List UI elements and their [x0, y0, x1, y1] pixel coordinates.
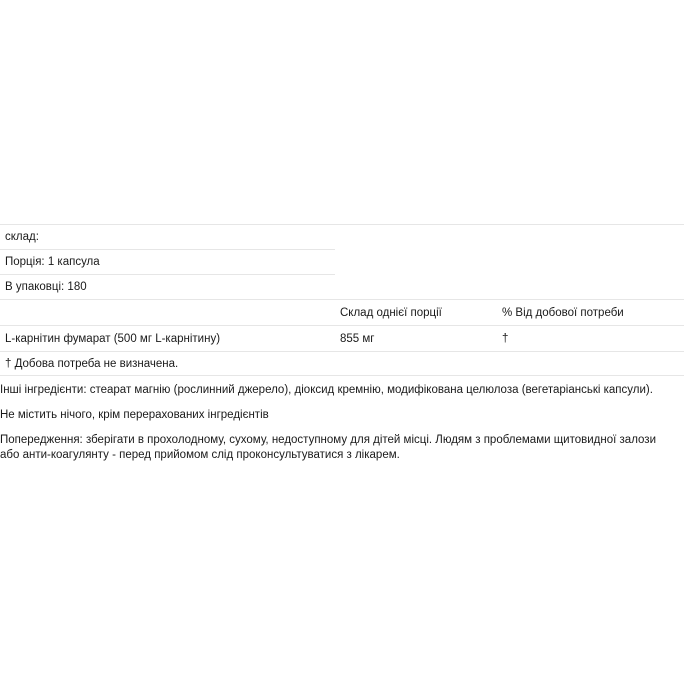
- per-package-row: [0, 274, 335, 299]
- supplement-facts-table: [0, 224, 684, 376]
- product-notes: [0, 383, 684, 463]
- ingredient-daily-value: †: [502, 332, 509, 345]
- other-ingredients-text: Інші інгредієнти: стеарат магнію (рослинний джерело), діоксид кремнію, модифікована целюлоза (вегетаріанські капсули).: [0, 384, 653, 396]
- column-header-daily-value: % Від добової потреби: [502, 306, 624, 319]
- serving-size: Порція: 1 капсула: [5, 256, 100, 268]
- ingredient-amount: 855 мг: [340, 332, 375, 345]
- ingredient-row: [0, 325, 684, 351]
- column-header-name: [0, 300, 335, 325]
- daily-value-footnote: † Добова потреба не визначена.: [5, 357, 179, 370]
- warning-block: [0, 433, 684, 463]
- serving-row: [0, 249, 335, 274]
- facts-header-row: [0, 224, 684, 249]
- facts-header: склад:: [5, 231, 39, 243]
- footnote-row: [0, 351, 684, 376]
- column-header-amount: Склад однієї порції: [340, 306, 442, 319]
- free-from-text: Не містить нічого, крім перерахованих інгредієнтів: [0, 409, 269, 421]
- warning-text-line-1: Попередження: зберігати в прохолодному, сухому, недоступному для дітей місці. Людям з проблемами щитовидної залози: [0, 434, 656, 446]
- column-header-row: [0, 299, 684, 325]
- servings-per-package: В упаковці: 180: [5, 281, 87, 293]
- ingredient-name: L-карнітин фумарат (500 мг L-карнітину): [5, 332, 221, 345]
- warning-text-line-2: або анти-коагулянту - перед прийомом слід проконсультуватися з лікарем.: [0, 449, 400, 461]
